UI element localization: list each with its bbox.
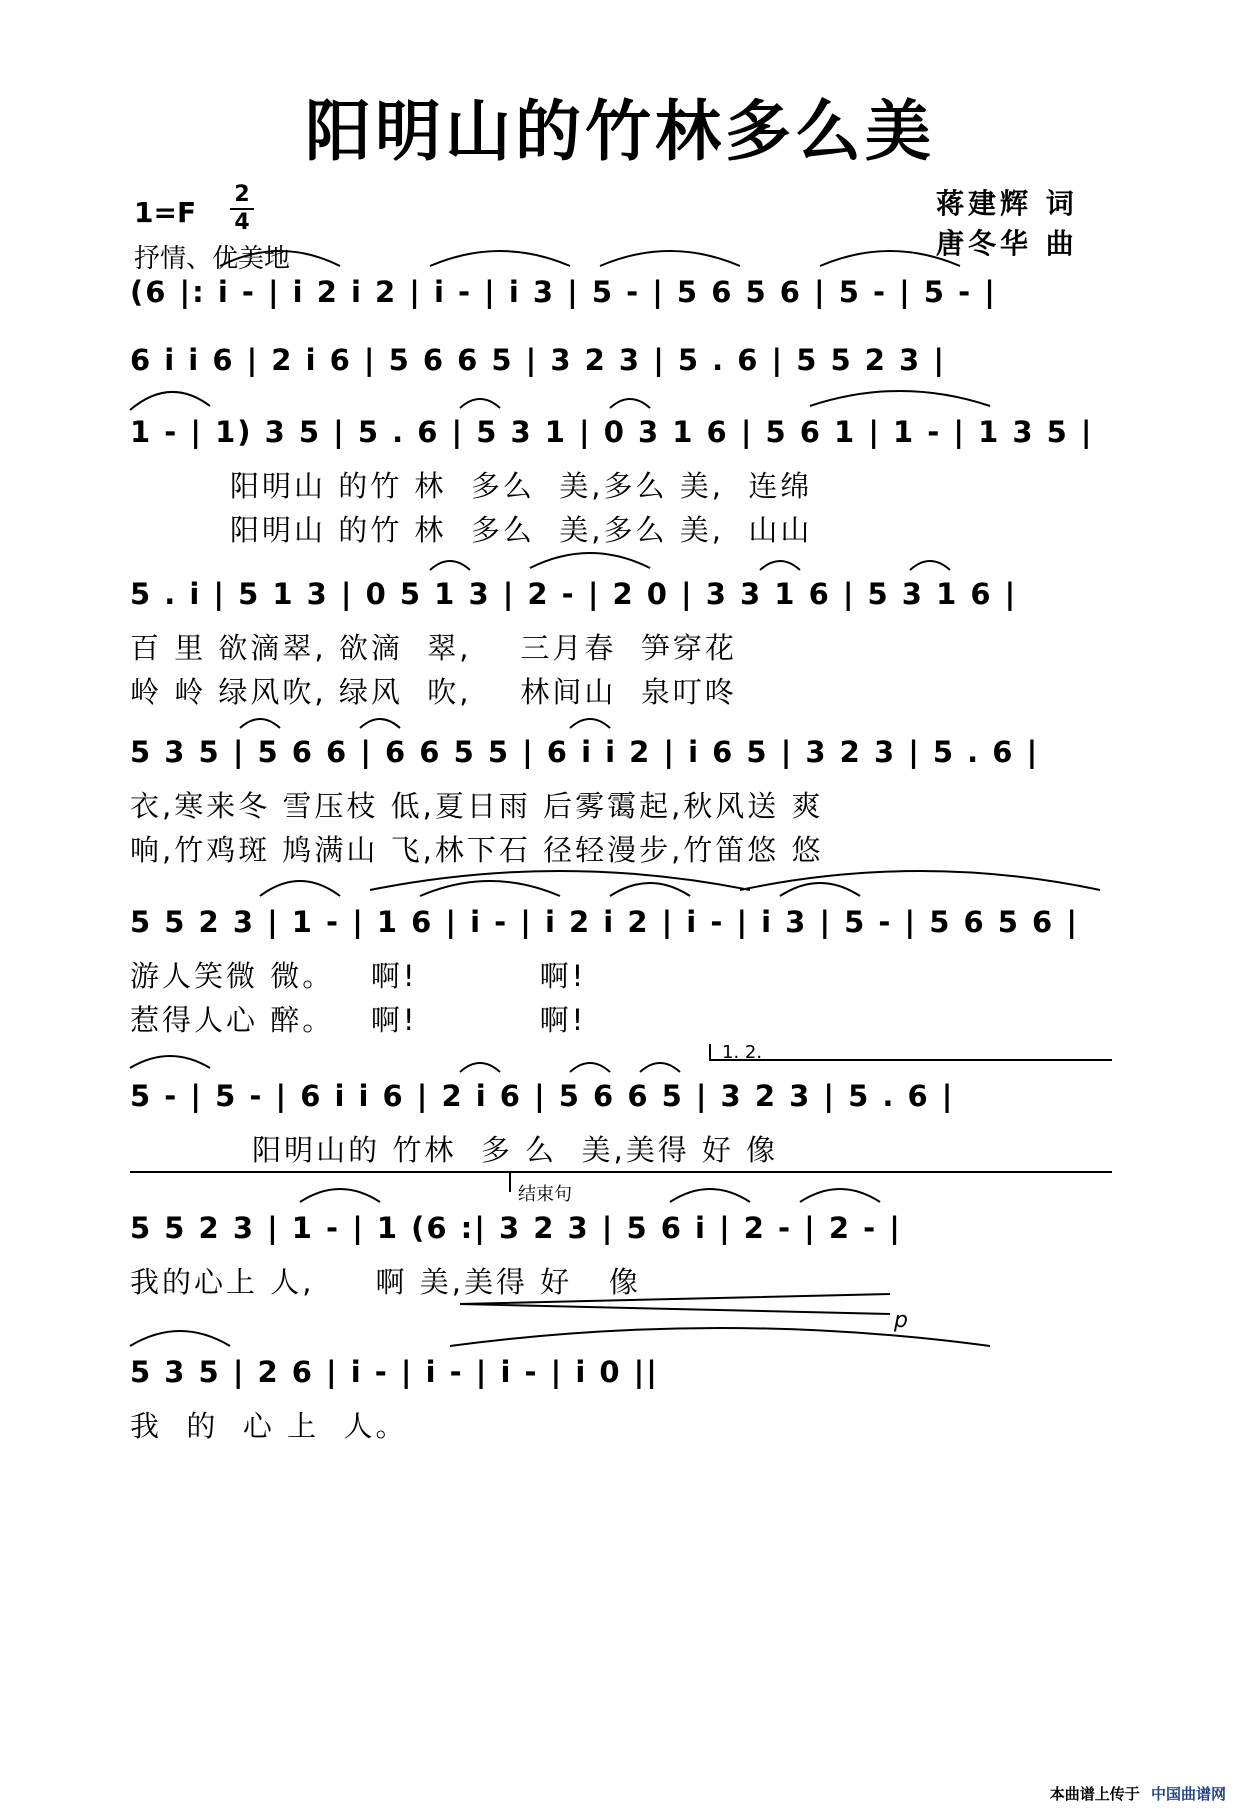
slur-marks	[130, 376, 1112, 416]
lyric-line-1: 我的心上 人, 啊 美,美得 好 像	[130, 1265, 641, 1299]
slur-marks	[130, 696, 1112, 736]
volta-label: 1. 2.	[722, 1042, 763, 1063]
lyric-line-1: 游人笑微 微。 啊! 啊!	[130, 959, 587, 993]
slur-marks	[130, 538, 1112, 578]
notation-line: 1 - | 1) 3 5 | 5 . 6 | 5 3 1 | 0 3 1 6 | 5 6 1 | 1 - | 1 3 5 |	[130, 415, 1094, 449]
ending-label: 结束句	[518, 1184, 572, 1205]
meter-top: 2	[234, 182, 250, 207]
notation-line: 5 5 2 3 | 1 - | 1 (6 :| 3 2 3 | 5 6 i | 2 - | 2 - |	[130, 1211, 902, 1245]
notation-line: (6 |: i - | i 2 i 2 | i - | i 3 | 5 - | 5 6 5 6 | 5 - | 5 - |	[130, 275, 997, 309]
lyric-line-1: 阳明山 的竹 林 多么 美,多么 美, 连绵	[230, 469, 813, 503]
notation-line: 5 5 2 3 | 1 - | 1 6 | i - | i 2 i 2 | i - | i 3 | 5 - | 5 6 5 6 |	[130, 905, 1079, 939]
time-signature	[228, 182, 256, 236]
lyric-line-1: 我 的 心 上 人。	[130, 1409, 408, 1443]
lyric-line-1: 阳明山的 竹林 多 么 美,美得 好 像	[130, 1133, 779, 1167]
lyricist-credit: 蒋建辉 词	[936, 187, 1078, 220]
lyric-line-2: 阳明山 的竹 林 多么 美,多么 美, 山山	[230, 513, 813, 547]
notation-line: 6 i i 6 | 2 i 6 | 5 6 6 5 | 3 2 3 | 5 . 6 | 5 5 2 3 |	[130, 343, 946, 377]
lyric-line-2: 响,竹鸡斑 鸠满山 飞,林下石 径轻漫步,竹笛悠 悠	[130, 833, 824, 867]
slur-marks	[130, 866, 1112, 906]
lyric-line-1: 百 里 欲滴翠, 欲滴 翠, 三月春 笋穿花	[130, 631, 737, 665]
slur-marks	[130, 1040, 1112, 1080]
slur-marks	[130, 1316, 1112, 1356]
notation-line: 5 3 5 | 2 6 | i - | i - | i - | i 0 ||	[130, 1355, 659, 1389]
footer-text: 本曲谱上传于	[1049, 1785, 1140, 1803]
lyric-line-2: 岭 岭 绿风吹, 绿风 吹, 林间山 泉叮咚	[130, 675, 737, 709]
meter-bottom: 4	[234, 210, 250, 235]
composer-credit: 唐冬华 曲	[936, 227, 1078, 260]
slur-marks	[130, 1172, 1112, 1212]
slur-marks	[130, 236, 1112, 276]
notation-line: 5 3 5 | 5 6 6 | 6 6 5 5 | 6 i i 2 | i 6 5 | 3 2 3 | 5 . 6 |	[130, 735, 1040, 769]
notation-line: 5 - | 5 - | 6 i i 6 | 2 i 6 | 5 6 6 5 | 3 2 3 | 5 . 6 |	[130, 1079, 955, 1113]
site-brand: 中国曲谱网	[1150, 1785, 1226, 1803]
dynamic-marking: p	[894, 1308, 908, 1333]
notation-line: 5 . i | 5 1 3 | 0 5 1 3 | 2 - | 2 0 | 3 3 1 6 | 5 3 1 6 |	[130, 577, 1018, 611]
key-signature: 1=F	[134, 196, 197, 229]
footer-credit	[1050, 1783, 1226, 1804]
page-title: 阳明山的竹林多么美	[305, 93, 935, 170]
lyric-line-2: 惹得人心 醉。 啊! 啊!	[130, 1003, 587, 1037]
tempo-marking: 抒情、优美地	[134, 244, 291, 274]
lyric-line-1: 衣,寒来冬 雪压枝 低,夏日雨 后雾霭起,秋风送 爽	[130, 789, 824, 823]
